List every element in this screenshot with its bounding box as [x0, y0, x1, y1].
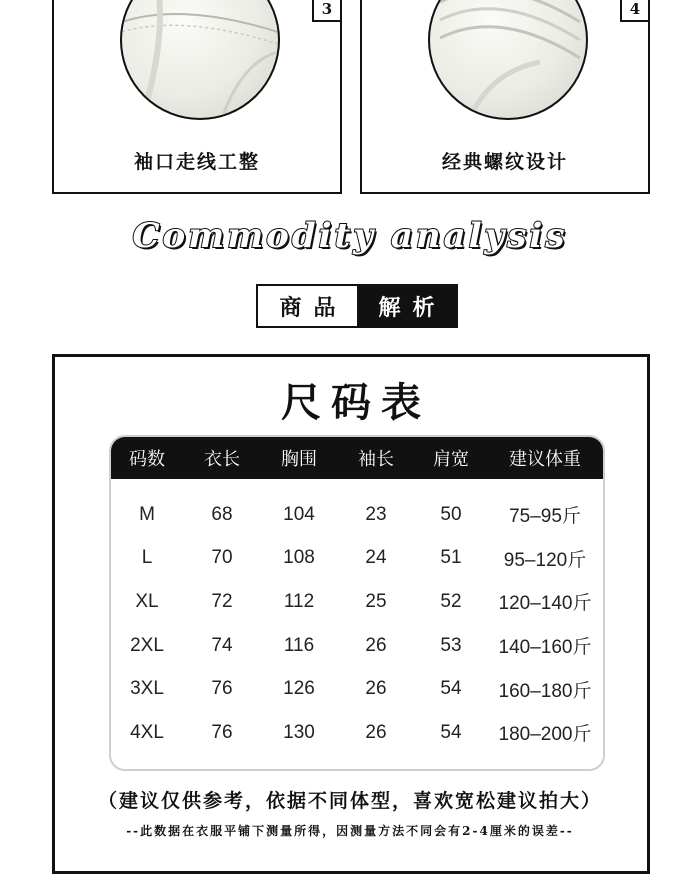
cell-sleeve: 24 — [365, 547, 387, 569]
table-row — [111, 580, 603, 624]
cuff-detail-photo — [120, 0, 280, 120]
cell-length: 76 — [211, 678, 233, 700]
header-weight: 建议体重 — [509, 449, 581, 470]
cell-weight: 75–95斤 — [509, 506, 581, 528]
cell-weight: 95–120斤 — [503, 549, 587, 571]
header-length: 衣长 — [204, 449, 240, 470]
cell-weight: 160–180斤 — [498, 680, 592, 702]
cell-weight: 140–160斤 — [498, 637, 592, 659]
cell-length: 76 — [211, 721, 233, 743]
analysis-tag-right: 解析 — [357, 286, 456, 326]
cell-length: 74 — [211, 634, 233, 656]
rib-collar-illustration — [430, 0, 586, 118]
cell-shoulder: 54 — [440, 678, 462, 700]
measurement-disclaimer: --此数据在衣服平铺下测量所得，因测量方法不同会有2-4厘米的误差-- — [126, 824, 574, 838]
header-chest: 胸围 — [281, 449, 317, 470]
table-row — [111, 537, 603, 581]
detail-card-rib — [360, 0, 650, 194]
detail-caption: 袖口走线工整 — [133, 151, 260, 173]
cell-length: 72 — [211, 590, 233, 612]
cell-chest: 130 — [283, 721, 315, 743]
cell-size: 4XL — [130, 721, 164, 743]
rib-detail-photo — [428, 0, 588, 120]
cell-weight: 180–200斤 — [498, 724, 592, 746]
cell-sleeve: 26 — [365, 678, 387, 700]
size-table-header — [111, 437, 603, 479]
header-size: 码数 — [129, 449, 165, 470]
cell-chest: 116 — [283, 634, 315, 656]
cell-shoulder: 52 — [440, 590, 462, 612]
table-row — [111, 493, 603, 537]
cell-chest: 104 — [283, 503, 315, 525]
cell-chest: 108 — [283, 547, 315, 569]
cell-sleeve: 23 — [365, 503, 387, 525]
cell-shoulder: 53 — [440, 634, 462, 656]
cell-weight: 120–140斤 — [498, 593, 592, 615]
commodity-analysis-heading: Commodity analysis — [132, 216, 568, 256]
detail-card-cuff — [52, 0, 342, 194]
cell-shoulder: 51 — [440, 547, 462, 569]
header-shoulder: 肩宽 — [433, 449, 469, 470]
size-table — [109, 435, 605, 771]
cell-chest: 112 — [283, 590, 315, 612]
table-row — [111, 667, 603, 711]
detail-caption: 经典螺纹设计 — [441, 151, 568, 173]
detail-number-badge: 4 — [620, 0, 648, 22]
cell-size: XL — [135, 590, 159, 612]
cell-size: 2XL — [130, 634, 164, 656]
cell-sleeve: 26 — [365, 634, 387, 656]
cell-sleeve: 25 — [365, 590, 387, 612]
cell-size: 3XL — [130, 678, 164, 700]
cell-chest: 126 — [283, 678, 315, 700]
table-row — [111, 711, 603, 755]
cell-shoulder: 50 — [440, 503, 462, 525]
size-chart-title: 尺码表 — [281, 379, 431, 426]
cell-size: M — [139, 503, 155, 525]
cell-length: 70 — [211, 547, 233, 569]
header-sleeve: 袖长 — [358, 449, 394, 470]
analysis-tag — [256, 284, 458, 328]
cell-sleeve: 26 — [365, 721, 387, 743]
size-advice-note: （建议仅供参考，依据不同体型，喜欢宽松建议拍大） — [97, 790, 602, 812]
cell-size: L — [141, 547, 153, 569]
cell-shoulder: 54 — [440, 721, 462, 743]
detail-number-badge: 3 — [312, 0, 340, 22]
analysis-tag-left: 商品 — [258, 286, 357, 326]
cuff-stitching-illustration — [122, 0, 278, 118]
cell-length: 68 — [211, 503, 233, 525]
table-row — [111, 624, 603, 668]
